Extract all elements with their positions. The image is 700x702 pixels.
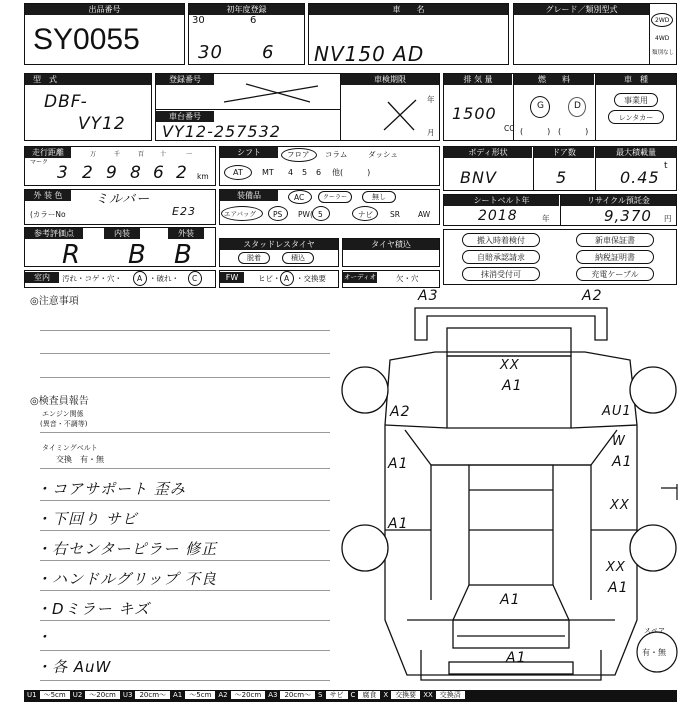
score-label: 参考評価点 bbox=[25, 228, 83, 239]
report-line-4 bbox=[40, 590, 330, 591]
grade-divider bbox=[649, 4, 650, 64]
shift-column: コラム bbox=[325, 150, 348, 159]
shift-dash: ダッシュ bbox=[368, 150, 398, 159]
equip-sr: SR bbox=[390, 210, 400, 219]
shift-mt: MT bbox=[262, 168, 274, 177]
studless-option-2: 積込 bbox=[282, 252, 314, 264]
fw-exchange: ・交換要 bbox=[296, 274, 326, 283]
exterior-label: 外装 bbox=[168, 228, 204, 239]
fw-text: ヒビ・ bbox=[258, 274, 281, 283]
car-name-value: NV150 AD bbox=[314, 42, 425, 66]
legend-x-meaning: 交換要 bbox=[391, 691, 420, 699]
notes-line-1 bbox=[40, 330, 330, 331]
notes-line-2 bbox=[40, 353, 330, 354]
mark-hood-1: XX bbox=[500, 358, 520, 373]
interior-label: 内装 bbox=[104, 228, 140, 239]
mark-rear-door-left: A1 bbox=[388, 516, 409, 532]
doors-value: 5 bbox=[556, 168, 568, 187]
reg-month-handwritten: 6 bbox=[262, 42, 275, 63]
legend-a2: A2 bbox=[218, 691, 228, 699]
studless-label: スタッドレスタイヤ bbox=[220, 239, 338, 250]
fw-label: FW bbox=[220, 272, 244, 283]
category-rental: レンタカー bbox=[608, 110, 664, 124]
timing-label: タイミングベルト bbox=[42, 444, 98, 452]
mark-hood-2: A1 bbox=[502, 378, 523, 394]
report-title: ◎検査員報告 bbox=[30, 396, 89, 407]
legend-s-meaning: サビ bbox=[326, 691, 348, 699]
report-line-6 bbox=[40, 650, 330, 651]
inspection-divider bbox=[340, 74, 341, 140]
fuel-g: G bbox=[537, 101, 544, 111]
drive-4wd: 4WD bbox=[655, 35, 670, 42]
mileage-digit-4: 8 bbox=[130, 163, 142, 183]
mark-front-door-right-2: A1 bbox=[612, 454, 633, 470]
displacement-unit: CC bbox=[504, 124, 515, 133]
fuel-label: 燃 料 bbox=[514, 74, 594, 85]
mileage-unit-juu: 十 bbox=[160, 151, 167, 158]
color-no-value: E23 bbox=[172, 205, 196, 218]
room-break: ・破れ・ bbox=[149, 274, 179, 283]
legend-u3: U3 bbox=[122, 691, 133, 699]
shift-at: AT bbox=[233, 168, 243, 177]
category-label: 車 種 bbox=[596, 74, 676, 85]
equip-pw: PW( bbox=[298, 210, 313, 219]
seatbelt-value: 2018 bbox=[478, 208, 518, 224]
inspection-year-char: 年 bbox=[427, 95, 435, 104]
recycle-unit: 円 bbox=[664, 214, 672, 223]
model-value-1: DBF- bbox=[44, 92, 88, 112]
mark-quarter-right-1: XX bbox=[606, 560, 626, 575]
fuel-paren-1: ( ) bbox=[520, 127, 551, 136]
checklist-item-5: 抹消受付可 bbox=[462, 267, 540, 281]
checklist-item-4: 納税証明書 bbox=[576, 250, 654, 264]
audio-label: オーディオ bbox=[344, 273, 376, 281]
report-item-4: ・ハンドルグリップ 不良 bbox=[36, 570, 217, 588]
mileage-unit-ichi: 一 bbox=[186, 151, 193, 158]
seatbelt-label: シートベルト年 bbox=[444, 195, 559, 206]
body-value: BNV bbox=[460, 168, 497, 187]
equip-navi: ナビ bbox=[358, 210, 373, 219]
equip-pw-val: 5 bbox=[318, 210, 323, 219]
mileage-digit-3: 9 bbox=[106, 163, 118, 183]
reg-year-print: 30 bbox=[192, 15, 205, 26]
displacement-label: 排 気 量 bbox=[444, 74, 512, 85]
room-a: A bbox=[137, 274, 143, 283]
registration-strike bbox=[218, 78, 328, 108]
legend-u1: U1 bbox=[27, 691, 37, 699]
room-label: 室内 bbox=[25, 272, 59, 283]
fw-a: A bbox=[284, 274, 290, 283]
load-label: 最大積載量 bbox=[596, 147, 676, 158]
report-line-timing bbox=[40, 468, 330, 469]
spare-label: スペア bbox=[644, 627, 665, 635]
tire-label: タイヤ積込 bbox=[343, 239, 439, 250]
legend-a1: A1 bbox=[173, 691, 183, 699]
engine-label-2: (異音・不調等) bbox=[40, 420, 88, 428]
mark-fender-left: A2 bbox=[390, 404, 411, 420]
drive-2wd: 2WD bbox=[655, 17, 670, 24]
legend-c-meaning: 腐食 bbox=[358, 691, 380, 699]
report-line-3 bbox=[40, 560, 330, 561]
mark-quarter-right-2: A1 bbox=[608, 580, 629, 596]
legend-a1-range: ～5cm bbox=[185, 691, 215, 699]
first-registration-label: 初年度登録 bbox=[189, 4, 304, 15]
mileage-label: 走行距離 bbox=[25, 147, 71, 158]
mileage-digit-2: 2 bbox=[82, 163, 94, 183]
inspection-label: 車検期限 bbox=[341, 74, 439, 85]
notes-title: ◎注意事項 bbox=[30, 296, 79, 307]
legend-xx-meaning: 交換済 bbox=[436, 691, 465, 699]
chassis-label: 車台番号 bbox=[156, 111, 214, 122]
legend-x: X bbox=[383, 691, 389, 699]
notes-line-3 bbox=[40, 377, 330, 378]
recycle-label: リサイクル預託金 bbox=[561, 195, 676, 206]
mark-front-left: A3 bbox=[418, 288, 439, 304]
legend-u1-range: ～5cm bbox=[40, 691, 70, 699]
report-line-2 bbox=[40, 530, 330, 531]
exterior-value: B bbox=[174, 240, 193, 270]
chassis-divider bbox=[156, 109, 340, 110]
shift-other: 他( ) bbox=[332, 168, 371, 177]
mark-rear-door-right: XX bbox=[610, 498, 630, 513]
mileage-digit-6: 2 bbox=[176, 163, 188, 183]
equip-airbag: エアバッグ bbox=[224, 210, 256, 218]
legend-a2-range: ～20cm bbox=[231, 691, 266, 699]
mark-front-right: A2 bbox=[582, 288, 603, 304]
grade-label: グレード／類別型式 bbox=[514, 4, 649, 15]
color-label: 外 装 色 bbox=[25, 190, 71, 201]
car-name-label: 車 名 bbox=[309, 4, 508, 15]
color-value: ミルバー bbox=[95, 192, 151, 207]
legend-c: C bbox=[350, 691, 356, 699]
room-c: C bbox=[192, 274, 198, 283]
mileage-mark: マーク bbox=[30, 159, 49, 166]
lot-number-value: SY0055 bbox=[33, 23, 140, 56]
shift-label: シフト bbox=[220, 147, 278, 158]
interior-value: B bbox=[128, 240, 147, 270]
report-item-1: ・コアサポート 歪み bbox=[36, 480, 186, 498]
report-item-2: ・下回り サビ bbox=[36, 510, 138, 528]
legend-a3-range: 20cm～ bbox=[280, 691, 315, 699]
color-no-label: (カラーNo bbox=[30, 210, 66, 219]
inspection-month-char: 月 bbox=[427, 128, 435, 137]
room-text: 汚れ・コゲ・穴・ bbox=[62, 274, 122, 283]
legend-strip bbox=[24, 690, 677, 702]
legend-u2: U2 bbox=[72, 691, 83, 699]
equip-ac: AC bbox=[294, 193, 305, 202]
equip-cooler: クーラー bbox=[318, 191, 352, 203]
mark-rear-bumper: A1 bbox=[506, 650, 527, 666]
score-value: R bbox=[62, 240, 82, 270]
studless-option-1: 脱着 bbox=[238, 252, 270, 264]
checklist-item-1: 搬入時着検付 bbox=[462, 233, 540, 247]
audio-text: 欠・穴 bbox=[396, 274, 419, 283]
mark-rear: A1 bbox=[500, 592, 521, 608]
engine-label-1: エンジン関係 bbox=[42, 410, 84, 418]
equip-none: 無し bbox=[362, 191, 396, 203]
report-item-6: ・ bbox=[36, 628, 53, 646]
report-item-5: ・Dミラー キズ bbox=[36, 600, 151, 618]
timing-exchange: 交換 有・無 bbox=[56, 455, 104, 464]
model-value-2: VY12 bbox=[78, 114, 126, 134]
mileage-unit-hyaku: 百 bbox=[138, 151, 145, 158]
load-unit: t bbox=[664, 161, 668, 171]
fuel-d: D bbox=[574, 101, 581, 111]
legend-u3-range: 20cm～ bbox=[135, 691, 170, 699]
report-item-3: ・右センターピラー 修正 bbox=[36, 540, 218, 558]
lot-number-label: 出品番号 bbox=[25, 4, 184, 15]
equip-aw: AW bbox=[418, 210, 431, 219]
model-label: 型 式 bbox=[25, 74, 151, 85]
mileage-digit-5: 6 bbox=[153, 163, 165, 183]
load-value: 0.45 bbox=[620, 168, 660, 187]
shift-floor: フロア bbox=[287, 150, 310, 159]
legend-s: S bbox=[318, 691, 323, 699]
reg-year-handwritten: 30 bbox=[198, 42, 223, 63]
body-label: ボディ形状 bbox=[444, 147, 532, 158]
reg-month-print: 6 bbox=[250, 15, 257, 26]
checklist-item-3: 自賠承認請求 bbox=[462, 250, 540, 264]
shift-4: 4 bbox=[288, 168, 294, 177]
legend-xx: XX bbox=[423, 691, 433, 699]
mileage-unit-man: 万 bbox=[90, 151, 97, 158]
report-item-7: ・各 AuW bbox=[36, 658, 112, 676]
report-line-engine bbox=[40, 432, 330, 433]
shift-5: 5 bbox=[302, 168, 308, 177]
registration-number-label: 登録番号 bbox=[156, 74, 214, 85]
equip-ps: PS bbox=[273, 210, 283, 219]
mark-front-door-left: A1 bbox=[388, 456, 409, 472]
report-line-5 bbox=[40, 620, 330, 621]
report-line-7 bbox=[40, 680, 330, 681]
seatbelt-unit: 年 bbox=[542, 214, 550, 223]
drive-none: 類別なし bbox=[651, 50, 674, 56]
checklist-item-2: 新車保証書 bbox=[576, 233, 654, 247]
category-business: 事業用 bbox=[614, 93, 658, 107]
displacement-value: 1500 bbox=[452, 104, 497, 123]
recycle-value: 9,370 bbox=[604, 207, 652, 225]
chassis-value: VY12-257532 bbox=[162, 122, 281, 141]
mileage-unit-sen: 千 bbox=[114, 151, 121, 158]
legend-u2-range: ～20cm bbox=[85, 691, 120, 699]
shift-6: 6 bbox=[316, 168, 322, 177]
doors-label: ドア数 bbox=[534, 147, 594, 158]
equipment-label: 装備品 bbox=[220, 190, 278, 201]
legend-a3: A3 bbox=[268, 691, 278, 699]
fuel-paren-2: ( ) bbox=[558, 127, 589, 136]
inspection-strike bbox=[380, 96, 420, 134]
spare-value: 有・無 bbox=[642, 648, 666, 657]
mileage-km: km bbox=[197, 172, 209, 181]
mark-fender-right: AU1 bbox=[602, 404, 632, 419]
checklist-item-6: 充電ケーブル bbox=[576, 267, 654, 281]
report-line-1 bbox=[40, 500, 330, 501]
mileage-digit-1: 3 bbox=[57, 163, 69, 183]
mark-front-door-right-1: W bbox=[612, 434, 626, 449]
